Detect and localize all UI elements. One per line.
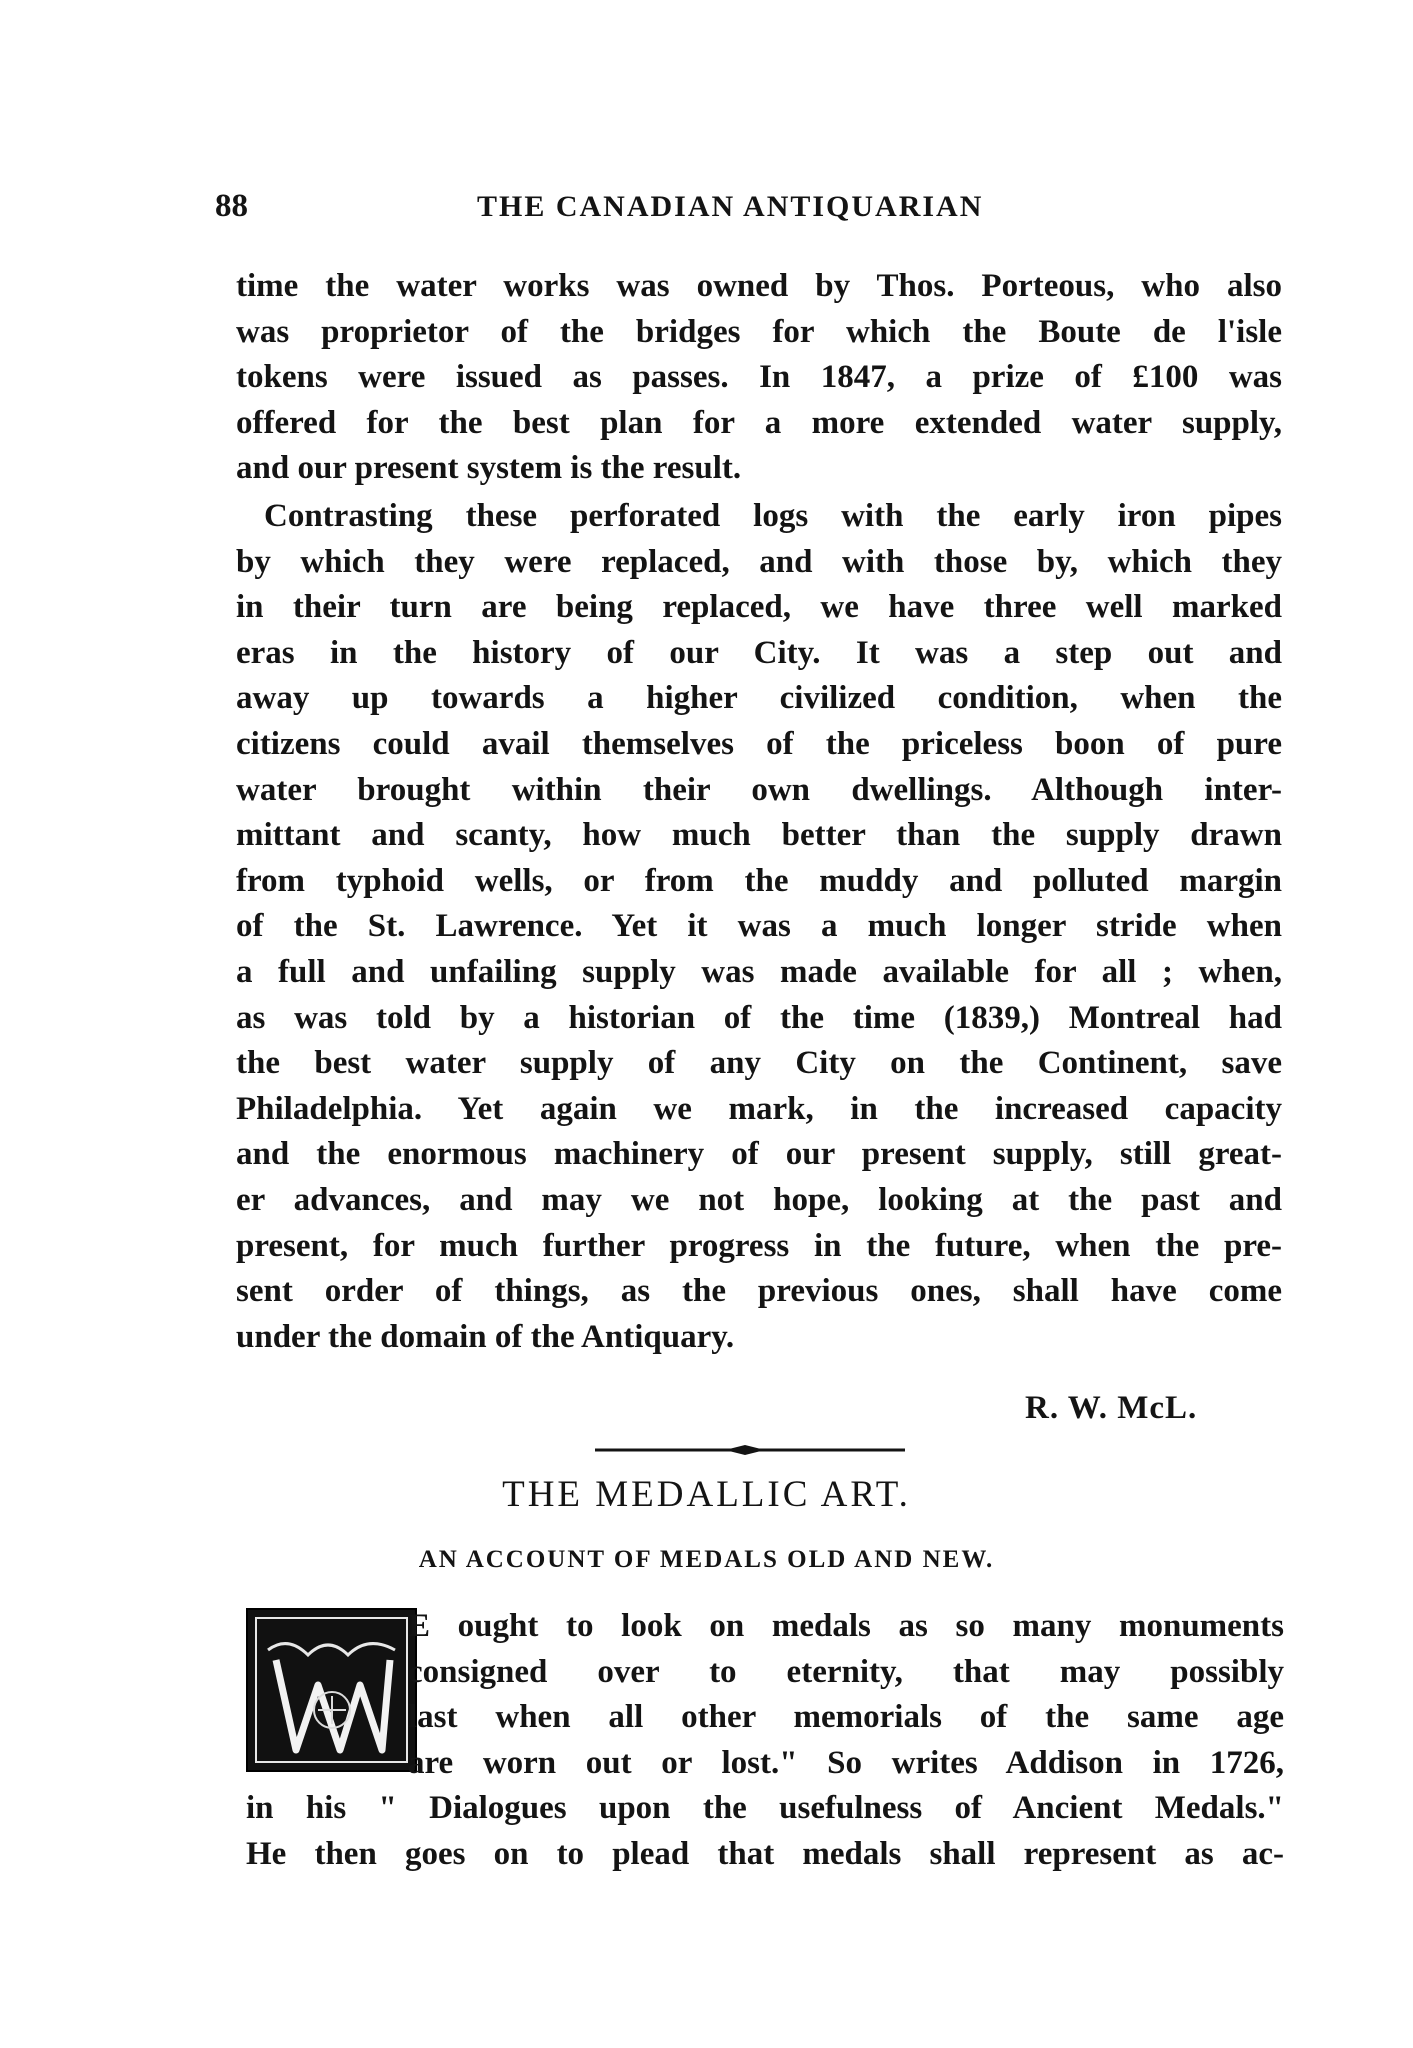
text-line: citizens could avail themselves of the priceless boon of pure <box>236 725 1282 762</box>
text-line: Philadelphia. Yet again we mark, in the increased capacity <box>236 1090 1282 1127</box>
text-line: as was told by a historian of the time (1839,) Montreal had <box>236 999 1282 1036</box>
text-line: mittant and scanty, how much better than the supply drawn <box>236 817 1282 854</box>
text-line: and the enormous machinery of our present supply, still great- <box>236 1136 1282 1173</box>
running-head: THE CANADIAN ANTIQUARIAN <box>477 190 984 223</box>
text-line: time the water works was owned by Thos. Porteous, who also <box>236 268 1282 304</box>
author-signature: R. W. McL. <box>1025 1390 1198 1426</box>
text-line: sent order of things, as the previous ones, shall have come <box>236 1273 1282 1310</box>
text-line: under the domain of the Antiquary. <box>236 1318 735 1355</box>
paragraph-contrasting <box>236 494 1282 1360</box>
text-line: in their turn are being replaced, we have three well marked <box>236 589 1282 626</box>
text-line: was proprietor of the bridges for which the Boute de l'isle <box>236 313 1282 350</box>
text-line: present, for much further progress in the future, when the pre- <box>236 1227 1282 1264</box>
text-line: in his " Dialogues upon the usefulness of Ancient Medals." <box>246 1790 1284 1826</box>
text-line: are worn out or lost." So writes Addison in 1726, <box>408 1744 1284 1781</box>
text-line: and our present system is the result. <box>236 450 742 487</box>
paragraph-medallic-intro <box>408 1604 1284 1786</box>
text-line: E ought to look on medals as so many monuments <box>408 1608 1284 1644</box>
text-line: the best water supply of any City on the Continent, save <box>236 1045 1282 1082</box>
decorative-drop-cap-w <box>246 1608 417 1772</box>
text-line: water brought within their own dwellings. Although inter- <box>236 771 1282 808</box>
text-line: away up towards a higher civilized condition, when the <box>236 680 1282 717</box>
text-line: of the St. Lawrence. Yet it was a much longer stride when <box>236 908 1282 945</box>
page-header <box>215 188 1285 228</box>
article-title: THE MEDALLIC ART. <box>502 1474 911 1515</box>
paragraph-water-works <box>236 264 1282 492</box>
page-number: 88 <box>215 188 248 224</box>
drop-cap-ornament-icon <box>248 1610 415 1770</box>
text-line: consigned over to eternity, that may possibly <box>408 1653 1284 1690</box>
article-subtitle: AN ACCOUNT OF MEDALS OLD AND NEW. <box>418 1546 995 1573</box>
text-line: a full and unfailing supply was made available for all ; when, <box>236 953 1282 990</box>
text-line: from typhoid wells, or from the muddy and polluted margin <box>236 862 1282 899</box>
text-line: by which they were replaced, and with those by, which they <box>236 543 1282 580</box>
ornamental-divider <box>595 1443 905 1457</box>
text-line: er advances, and may we not hope, looking at the past and <box>236 1181 1282 1218</box>
text-line: offered for the best plan for a more extended water supply, <box>236 404 1282 441</box>
paragraph-medallic-continued <box>246 1786 1284 1877</box>
text-line: eras in the history of our City. It was a step out and <box>236 634 1282 671</box>
text-line: last when all other memorials of the same age <box>408 1699 1284 1736</box>
text-line: tokens were issued as passes. In 1847, a prize of £100 was <box>236 359 1282 396</box>
text-line: Contrasting these perforated logs with the early iron pipes <box>264 498 1282 534</box>
text-line: He then goes on to plead that medals shall represent as ac- <box>246 1835 1284 1872</box>
